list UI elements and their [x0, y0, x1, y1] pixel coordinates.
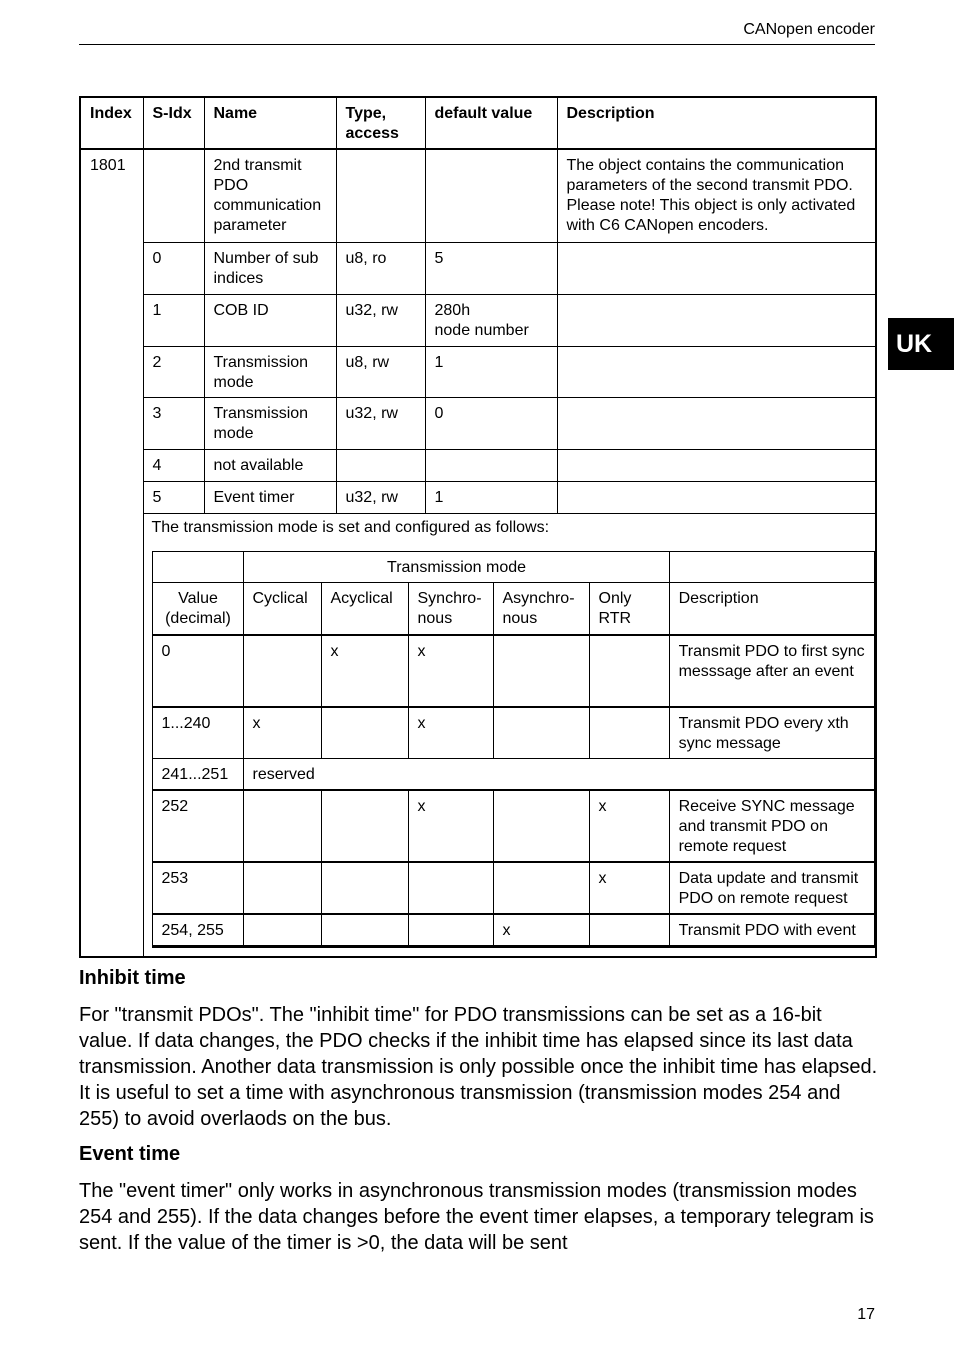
- table-row: [80, 397, 876, 449]
- acyclical-cell: [321, 914, 408, 946]
- col-asynchronous: Asynchro- nous: [493, 583, 589, 635]
- value-cell: 252: [152, 790, 243, 862]
- type-cell: u8, rw: [336, 346, 425, 397]
- sync-cell: [408, 914, 493, 946]
- value-cell: 1...240: [152, 707, 243, 759]
- default-cell: 0: [425, 397, 557, 449]
- group-header-row: [152, 552, 874, 583]
- reserved-cell: reserved: [243, 758, 874, 790]
- mode-description-cell: Data update and transmit PDO on remote request: [669, 862, 874, 914]
- page-number: 17: [857, 1306, 875, 1323]
- async-cell: [493, 790, 589, 862]
- table-row: [152, 862, 874, 914]
- sidx-cell: [143, 149, 204, 242]
- name-cell: Number of sub indices: [204, 242, 336, 294]
- header-sidx: S-Idx: [143, 97, 204, 149]
- description-cell: The object contains the communication parameters of the second transmit PDO. Please note! This object is only activated with C6 CANopen encoders.: [557, 149, 876, 242]
- type-cell: u32, rw: [336, 397, 425, 449]
- rtr-cell: [589, 914, 669, 946]
- header-description: Description: [557, 97, 876, 149]
- table-row: [152, 758, 874, 790]
- sync-cell: x: [408, 635, 493, 707]
- rtr-cell: x: [589, 862, 669, 914]
- mode-description-cell: Transmit PDO to first sync messsage after an event: [669, 635, 874, 707]
- blank-cell: [669, 552, 874, 583]
- nested-table-cell: [143, 551, 876, 957]
- inhibit-time-paragraph: For "transmit PDOs". The "inhibit time" for PDO transmissions can be set as a 16-bit value. If data changes, the PDO checks if the inhibit time has elapsed since its last data transmission. Another data transmission is only possible once the inhibit time has elapsed. It is useful to set a time with asynchronous transmission (transmission modes 254 and 255) to avoid overlaods on the bus.: [79, 1004, 878, 1130]
- acyclical-cell: x: [321, 635, 408, 707]
- mode-description-cell: Transmit PDO with event: [669, 914, 874, 946]
- header-type-access: Type, access: [336, 97, 425, 149]
- header-rule: [79, 44, 875, 45]
- sidx-cell: 1: [143, 294, 204, 346]
- description-cell: [557, 397, 876, 449]
- inhibit-time-heading: Inhibit time: [79, 967, 186, 989]
- table-row: [80, 449, 876, 481]
- rtr-cell: [589, 707, 669, 759]
- table-header-row: [80, 97, 876, 149]
- async-cell: [493, 707, 589, 759]
- cyclical-cell: [243, 914, 321, 946]
- sidx-cell: 0: [143, 242, 204, 294]
- value-cell: 254, 255: [152, 914, 243, 946]
- cyclical-cell: [243, 862, 321, 914]
- column-header-row: [152, 583, 874, 635]
- default-cell: 1: [425, 481, 557, 513]
- table-row: [80, 294, 876, 346]
- name-cell: 2nd transmit PDO communication parameter: [204, 149, 336, 242]
- sidx-cell: 3: [143, 397, 204, 449]
- header-index: Index: [80, 97, 143, 149]
- acyclical-cell: [321, 862, 408, 914]
- description-cell: [557, 294, 876, 346]
- acyclical-cell: [321, 707, 408, 759]
- type-cell: u32, rw: [336, 294, 425, 346]
- sync-cell: x: [408, 707, 493, 759]
- index-cell: 1801: [80, 149, 143, 957]
- language-tab: UK: [888, 318, 954, 370]
- name-cell: Transmission mode: [204, 397, 336, 449]
- object-dictionary-table: [79, 96, 877, 958]
- table-row: [152, 707, 874, 759]
- table-row: [80, 242, 876, 294]
- sidx-cell: 2: [143, 346, 204, 397]
- rtr-cell: [589, 635, 669, 707]
- description-cell: [557, 449, 876, 481]
- description-cell: [557, 242, 876, 294]
- caption-row: [80, 513, 876, 551]
- nested-table-row: [80, 551, 876, 957]
- sync-cell: x: [408, 790, 493, 862]
- mode-description-cell: Receive SYNC message and transmit PDO on remote request: [669, 790, 874, 862]
- col-only-rtr: Only RTR: [589, 583, 669, 635]
- table-row: [80, 481, 876, 513]
- table-row: [80, 346, 876, 397]
- default-cell: [425, 449, 557, 481]
- event-time-paragraph: The "event timer" only works in asynchronous transmission modes (transmission modes 254 and 255). If the data changes before the event timer elapses, a temporary telegram is sent. If the value of the timer is >0, the data will be sent: [79, 1180, 874, 1254]
- table-row: [152, 914, 874, 946]
- col-description: Description: [669, 583, 874, 635]
- async-cell: [493, 862, 589, 914]
- cyclical-cell: x: [243, 707, 321, 759]
- async-cell: x: [493, 914, 589, 946]
- sidx-cell: 5: [143, 481, 204, 513]
- mode-description-cell: Transmit PDO every xth sync message: [669, 707, 874, 759]
- table-row: [80, 149, 876, 242]
- default-cell: 1: [425, 346, 557, 397]
- async-cell: [493, 635, 589, 707]
- default-cell: 5: [425, 242, 557, 294]
- acyclical-cell: [321, 790, 408, 862]
- default-cell: 280h node number: [425, 294, 557, 346]
- type-cell: u32, rw: [336, 481, 425, 513]
- type-cell: [336, 149, 425, 242]
- table-row: [152, 635, 874, 707]
- col-value: Value (decimal): [152, 583, 243, 635]
- running-header: CANopen encoder: [743, 21, 875, 38]
- col-acyclical: Acyclical: [321, 583, 408, 635]
- table-bottom-rule: [152, 946, 876, 956]
- event-time-heading: Event time: [79, 1143, 181, 1165]
- description-cell: [557, 481, 876, 513]
- header-default-value: default value: [425, 97, 557, 149]
- rtr-cell: x: [589, 790, 669, 862]
- blank-cell: [152, 552, 243, 583]
- name-cell: COB ID: [204, 294, 336, 346]
- value-cell: 0: [152, 635, 243, 707]
- cyclical-cell: [243, 790, 321, 862]
- table-row: [152, 790, 874, 862]
- header-name: Name: [204, 97, 336, 149]
- name-cell: Event timer: [204, 481, 336, 513]
- col-synchronous: Synchro- nous: [408, 583, 493, 635]
- col-cyclical: Cyclical: [243, 583, 321, 635]
- group-header: Transmission mode: [243, 552, 669, 583]
- sync-cell: [408, 862, 493, 914]
- cyclical-cell: [243, 635, 321, 707]
- description-cell: [557, 346, 876, 397]
- default-cell: [425, 149, 557, 242]
- type-cell: u8, ro: [336, 242, 425, 294]
- value-cell: 253: [152, 862, 243, 914]
- name-cell: Transmission mode: [204, 346, 336, 397]
- type-cell: [336, 449, 425, 481]
- mode-table-caption: The transmission mode is set and configured as follows:: [143, 513, 876, 551]
- sidx-cell: 4: [143, 449, 204, 481]
- value-cell: 241...251: [152, 758, 243, 790]
- transmission-mode-table: [152, 551, 875, 946]
- name-cell: not available: [204, 449, 336, 481]
